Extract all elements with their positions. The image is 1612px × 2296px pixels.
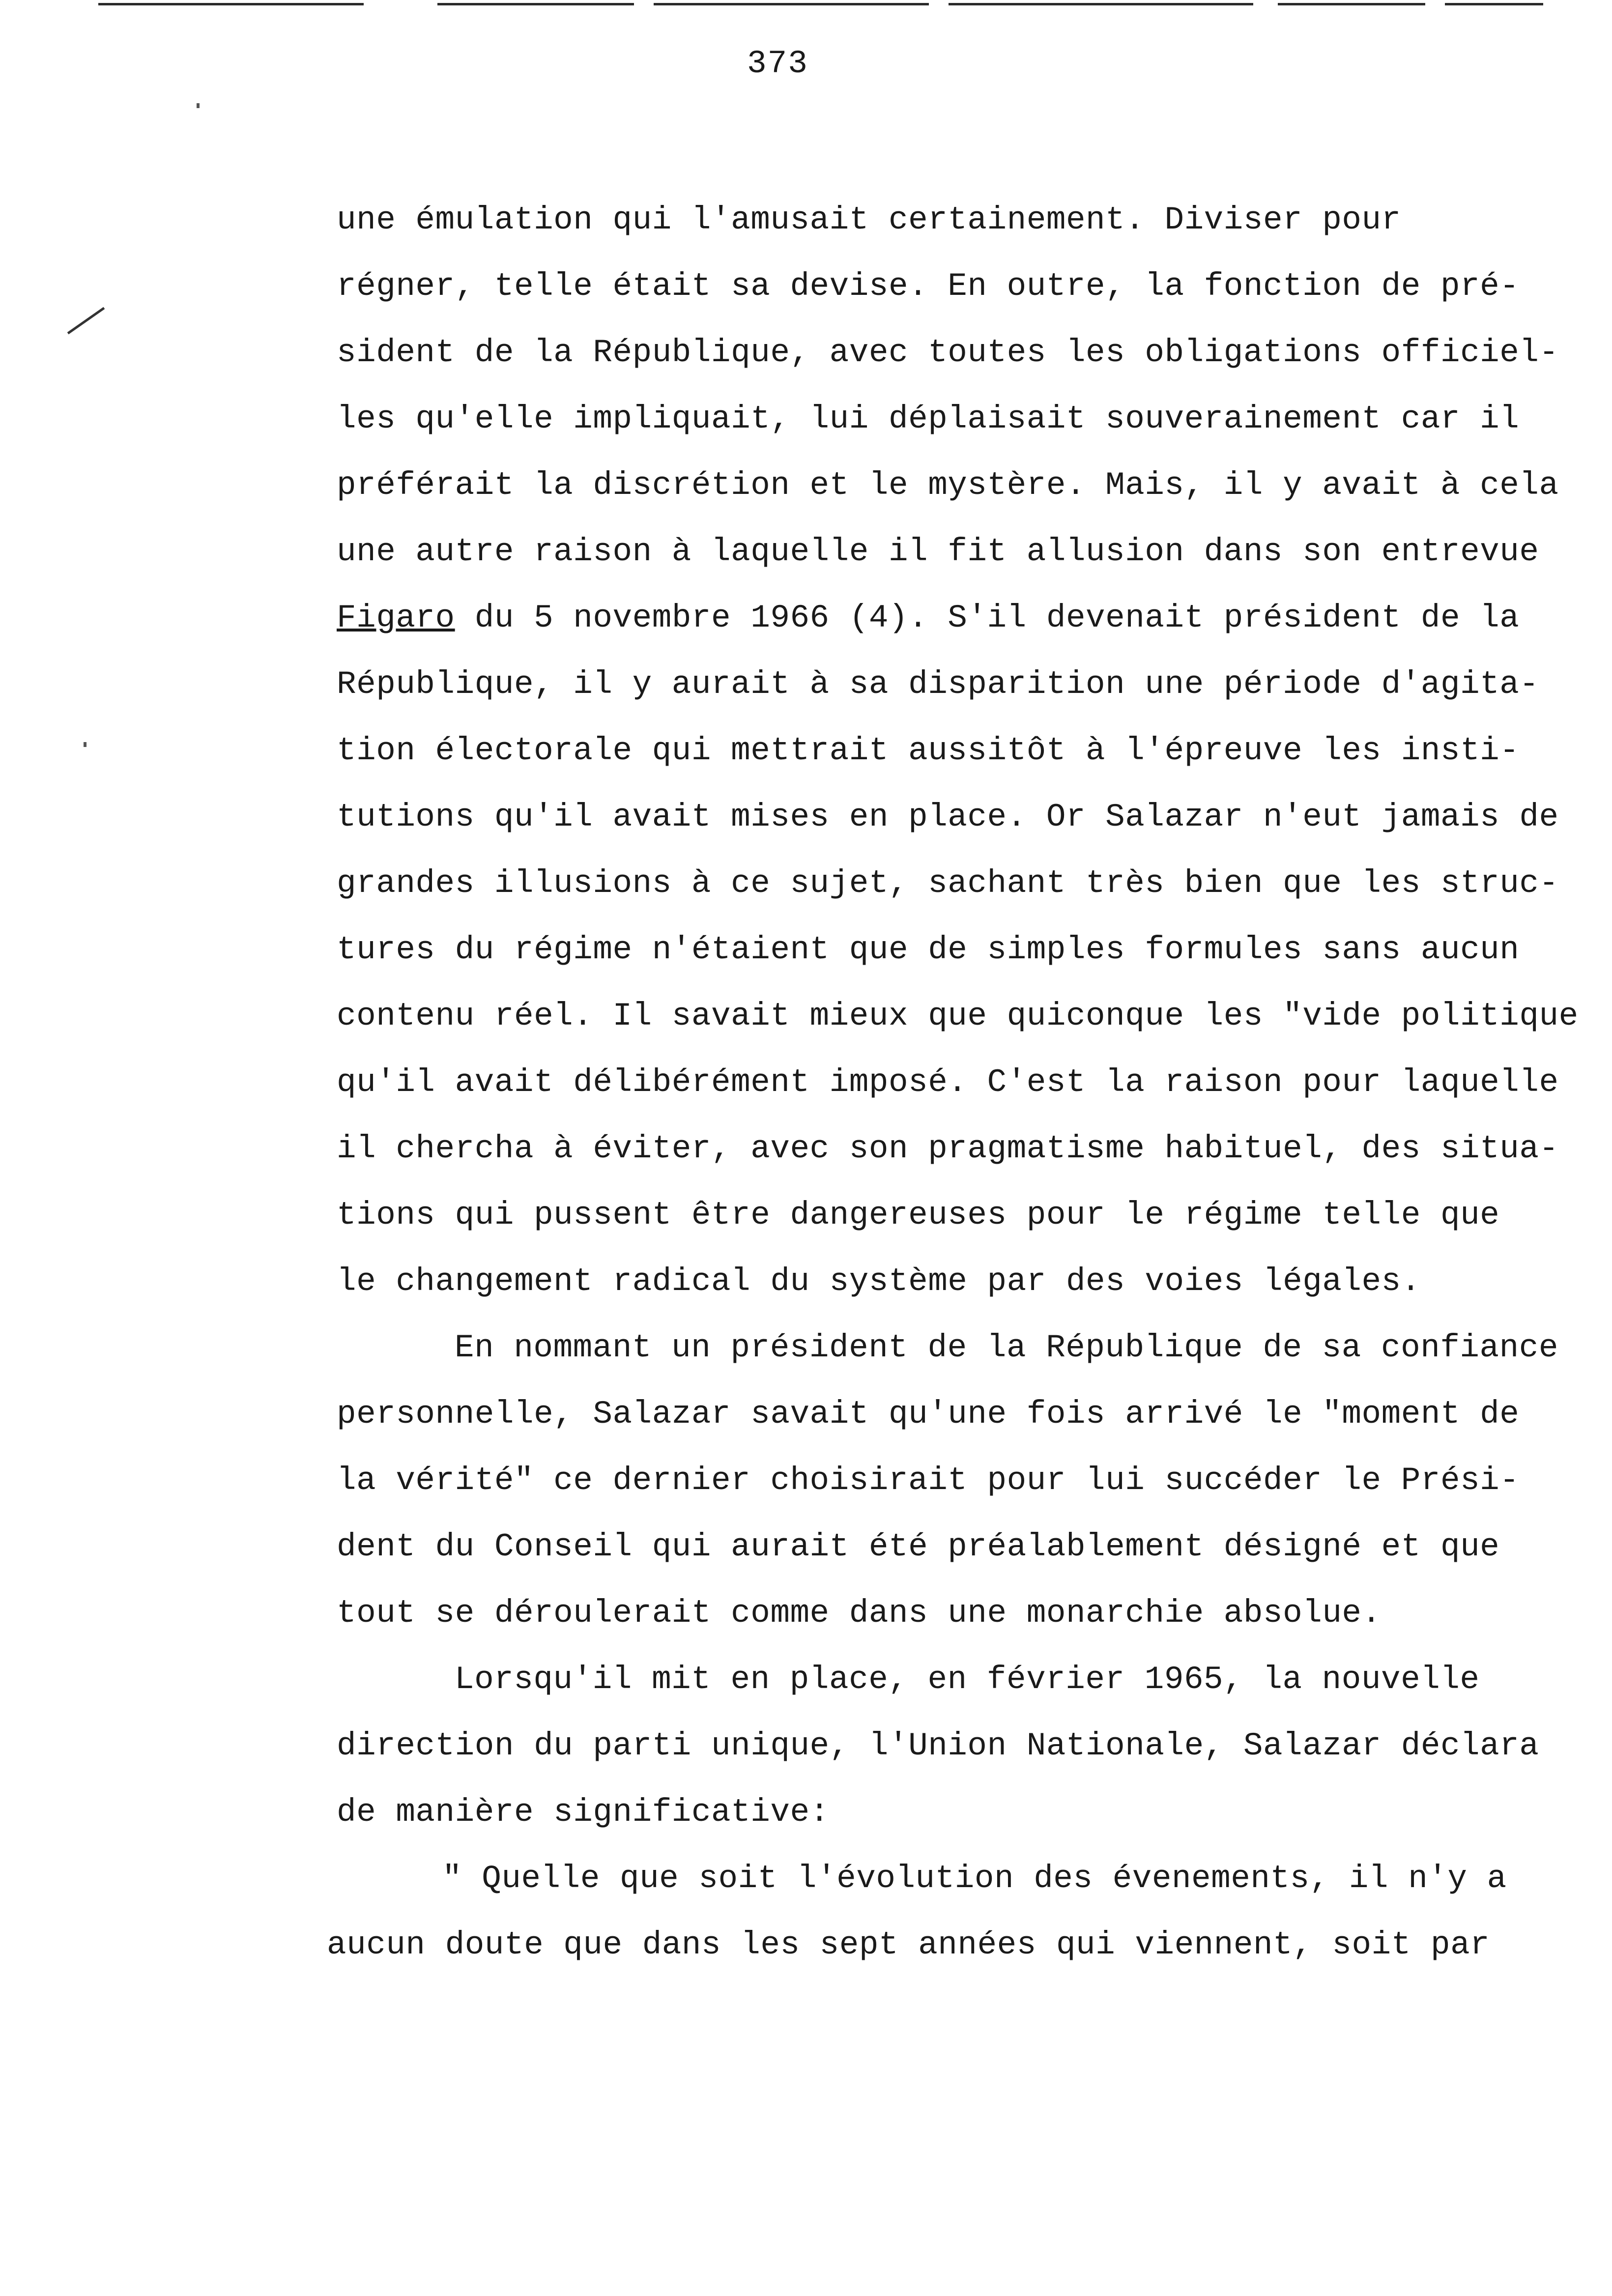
text-line: préférait la discrétion et le mystère. Mais, il y avait à cela [337,467,1559,504]
text-line-rest: du 5 novembre 1966 (4). S'il devenait président de la [474,600,1520,636]
text-line: aucun doute que dans les sept années qui viennent, soit par [327,1926,1490,1963]
top-border-segment [1278,3,1425,5]
text-line: de manière significative: [337,1794,830,1831]
underlined-title: Figaro [337,600,455,636]
top-border-segment [98,3,364,5]
text-line: régner, telle était sa devise. En outre, la fonction de pré- [337,268,1520,305]
text-line: tions qui pussent être dangereuses pour le régime telle que [337,1197,1500,1234]
text-line [337,602,1519,634]
top-border-segment [1445,3,1543,5]
text-line: " Quelle que soit l'évolution des évenements, il n'y a [442,1860,1507,1897]
text-line: tures du régime n'étaient que de simples formules sans aucun [337,931,1520,968]
text-line: une autre raison à laquelle il fit allusion dans son entrevue [337,533,1539,570]
text-line: il chercha à éviter, avec son pragmatisme habituel, des situa- [337,1130,1559,1167]
text-line: sident de la République, avec toutes les obligations officiel- [337,334,1559,371]
text-line: dent du Conseil qui aurait été préalablement désigné et que [337,1528,1500,1565]
text-line: tutions qu'il avait mises en place. Or Salazar n'eut jamais de [337,799,1559,835]
text-line: une émulation qui l'amusait certainement. Diviser pour [337,201,1401,238]
text-line: les qu'elle impliquait, lui déplaisait souverainement car il [337,401,1520,437]
text-line: Lorsqu'il mit en place, en février 1965, la nouvelle [455,1661,1480,1698]
top-border-segment [654,3,929,5]
text-line: tion électorale qui mettrait aussitôt à l'épreuve les insti- [337,732,1520,769]
top-border-segment [949,3,1253,5]
text-line: grandes illusions à ce sujet, sachant très bien que les struc- [337,865,1559,902]
text-line: République, il y aurait à sa disparition une période d'agita- [337,666,1539,703]
text-line: direction du parti unique, l'Union Nationale, Salazar déclara [337,1727,1539,1764]
page-number: 373 [747,45,808,82]
text-line: En nommant un président de la République de sa confiance [455,1329,1558,1366]
text-line: tout se déroulerait comme dans une monarchie absolue. [337,1595,1382,1632]
margin-pen-stroke [67,307,105,335]
text-line: la vérité" ce dernier choisirait pour lui succéder le Prési- [337,1462,1520,1499]
top-border-segment [437,3,634,5]
text-line: personnelle, Salazar savait qu'une fois arrivé le "moment de [337,1396,1520,1433]
text-line: contenu réel. Il savait mieux que quiconque les "vide politique [337,998,1579,1034]
margin-dot [197,103,200,108]
text-line: qu'il avait délibérément imposé. C'est la raison pour laquelle [337,1064,1559,1101]
margin-dot [84,742,86,747]
text-line: le changement radical du système par des voies légales. [337,1263,1421,1300]
